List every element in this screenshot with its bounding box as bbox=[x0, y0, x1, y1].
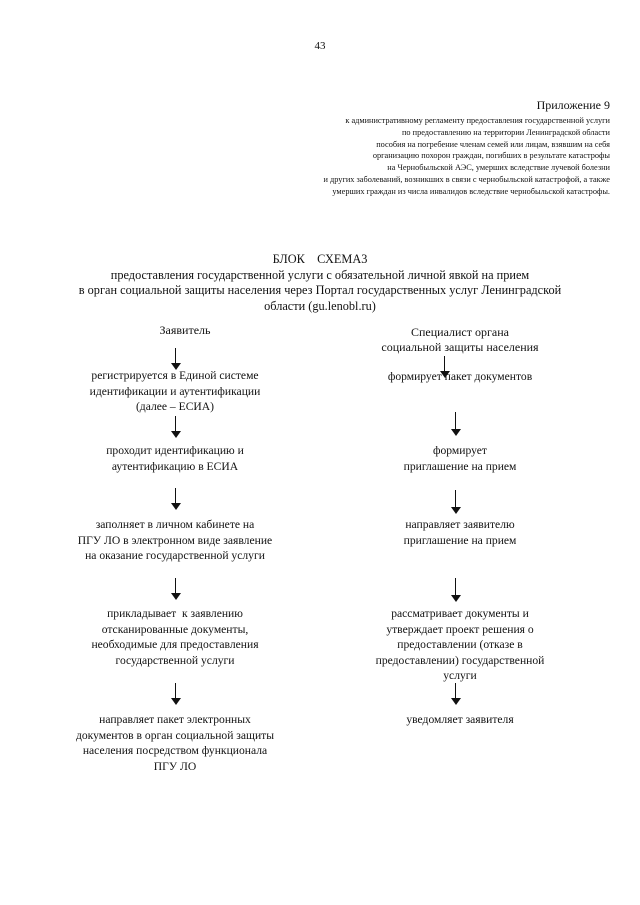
appendix-line: к административному регламенту предоставления государственной услуги bbox=[345, 116, 610, 125]
appendix-line: организацию похорон граждан, погибших в результате катастрофы bbox=[372, 151, 610, 161]
down-arrow-icon bbox=[171, 683, 181, 705]
appendix-line: пособия на погребение членам семей или лицам, взявшим на себя bbox=[376, 139, 610, 149]
specialist-step-4: рассматривает документы и утверждает проект решения о предоставлении (отказе в предоставлении) государственной услуги bbox=[375, 607, 545, 682]
page-number: 43 bbox=[314, 40, 326, 52]
down-arrow-icon bbox=[451, 578, 461, 602]
applicant-step-2: проходит идентификацию и аутентификацию в ЕСИА bbox=[106, 444, 244, 473]
scheme-subtitle-line: предоставления государственной услуги с обязательной личной явкой на прием bbox=[110, 267, 530, 282]
down-arrow-icon bbox=[171, 348, 181, 370]
down-arrow-icon bbox=[451, 683, 461, 705]
down-arrow-icon bbox=[451, 490, 461, 514]
applicant-step-5: направляет пакет электронных документов в орган социальной защиты населения посредством функционала ПГУ ЛО bbox=[75, 713, 275, 773]
appendix-caption bbox=[250, 115, 610, 198]
down-arrow-icon bbox=[171, 416, 181, 438]
applicant-column-header: Заявитель bbox=[159, 323, 211, 337]
appendix-line: по предоставлению на территории Ленинградской области bbox=[401, 127, 610, 137]
appendix-line: и других заболеваний, возникших в связи с чернобыльской катастрофой, а также bbox=[323, 174, 610, 184]
specialist-step-3: направляет заявителю приглашение на прием bbox=[403, 518, 517, 547]
specialist-step-2: формирует приглашение на прием bbox=[403, 444, 517, 473]
appendix-line: на Чернобыльской АЭС, умерших вследствие лучевой болезни bbox=[387, 163, 610, 173]
scheme-subtitle-line: в орган социальной защиты населения через Портал государственных услуг Ленинградской bbox=[78, 283, 562, 297]
scheme-subtitle-line: области (gu.lenobl.ru) bbox=[264, 298, 376, 313]
scheme-title: БЛОК СХЕМА3 bbox=[272, 252, 368, 266]
specialist-step-1: формирует пакет документов bbox=[387, 370, 533, 383]
specialist-step-5: уведомляет заявителя bbox=[406, 713, 514, 726]
applicant-step-3: заполняет в личном кабинете на ПГУ ЛО в электронном виде заявление на оказание государственной услуги bbox=[77, 518, 273, 562]
scheme-title-block bbox=[40, 252, 600, 314]
down-arrow-icon bbox=[451, 412, 461, 436]
appendix-line: умерших граждан из числа инвалидов вследствие чернобыльской катастрофы. bbox=[332, 186, 610, 196]
appendix-title: Приложение 9 bbox=[536, 98, 610, 112]
applicant-step-1: регистрируется в Единой системе идентификации и аутентификации (далее – ЕСИА) bbox=[89, 369, 261, 413]
down-arrow-icon bbox=[171, 488, 181, 510]
applicant-step-4: прикладывает к заявлению отсканированные документы, необходимые для предоставления государственной услуги bbox=[91, 607, 259, 667]
down-arrow-icon bbox=[171, 578, 181, 600]
specialist-column-header: Специалист органа социальной защиты населения bbox=[381, 325, 539, 354]
